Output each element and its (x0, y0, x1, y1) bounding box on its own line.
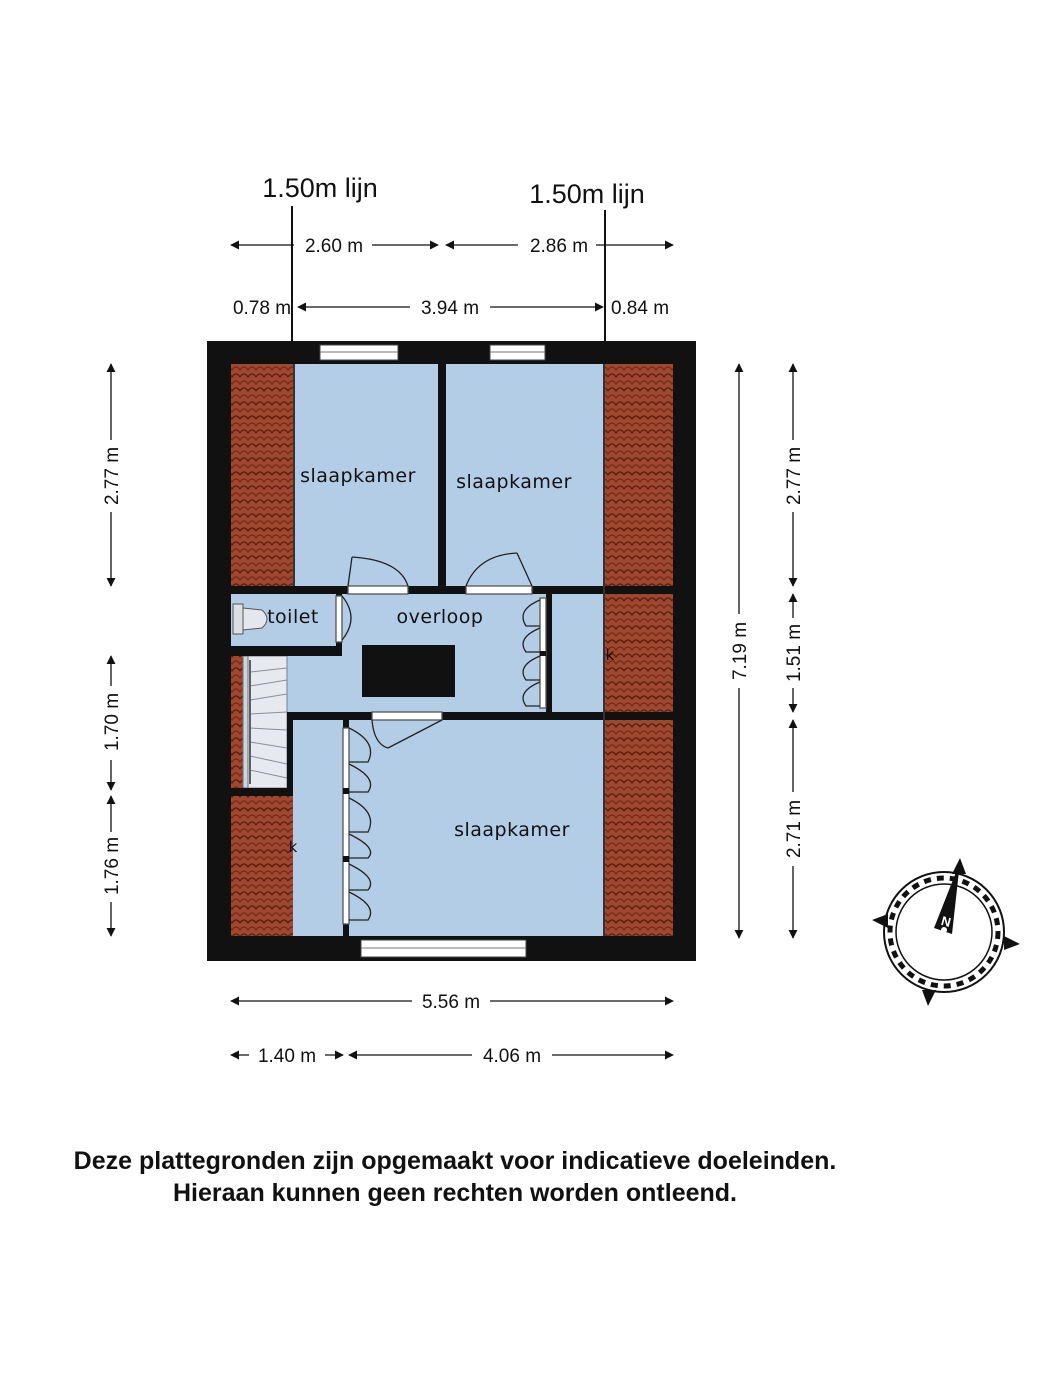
room-label-closet-left: k (288, 838, 298, 856)
dim-top-right-width: 2.86 m (529, 236, 589, 257)
compass-icon (872, 858, 1020, 1006)
dim-right-middle: 1.51 m (784, 623, 805, 683)
room-label-bedroom-top-left: slaapkamer (300, 465, 416, 487)
dim-right-total: 7.19 m (730, 621, 751, 681)
height-line-left-label: 1.50m lijn (262, 173, 378, 203)
staircase (243, 656, 287, 788)
dim-top-center-width: 3.94 m (420, 298, 480, 319)
room-label-toilet: toilet (267, 606, 319, 628)
dim-left-upper: 2.77 m (102, 446, 123, 506)
dim-top-left-width: 2.60 m (304, 236, 364, 257)
compass-north-label: N (939, 913, 953, 930)
dim-left-middle: 1.70 m (102, 692, 123, 752)
height-lines (292, 206, 605, 341)
room-label-landing: overloop (396, 606, 484, 628)
disclaimer-line-1: Deze plattegronden zijn opgemaakt voor indicatieve doeleinden. (73, 1147, 837, 1175)
room-label-bedroom-top-right: slaapkamer (456, 471, 572, 493)
dim-bottom-right: 4.06 m (482, 1046, 542, 1067)
room-label-closet-right: k (605, 646, 615, 664)
landing-hatch (362, 645, 455, 697)
disclaimer-line-2: Hieraan kunnen geen rechten worden ontleend. (173, 1179, 737, 1207)
dim-top-right-margin: 0.84 m (610, 298, 670, 319)
dim-right-lower: 2.71 m (784, 799, 805, 859)
dim-right-upper: 2.77 m (784, 446, 805, 506)
height-line-right-label: 1.50m lijn (529, 179, 645, 209)
dim-top-left-margin: 0.78 m (232, 298, 292, 319)
room-label-bedroom-bottom: slaapkamer (454, 819, 570, 841)
dim-left-lower: 1.76 m (102, 836, 123, 896)
dim-bottom-left: 1.40 m (257, 1046, 317, 1067)
dim-bottom-total: 5.56 m (421, 992, 481, 1013)
